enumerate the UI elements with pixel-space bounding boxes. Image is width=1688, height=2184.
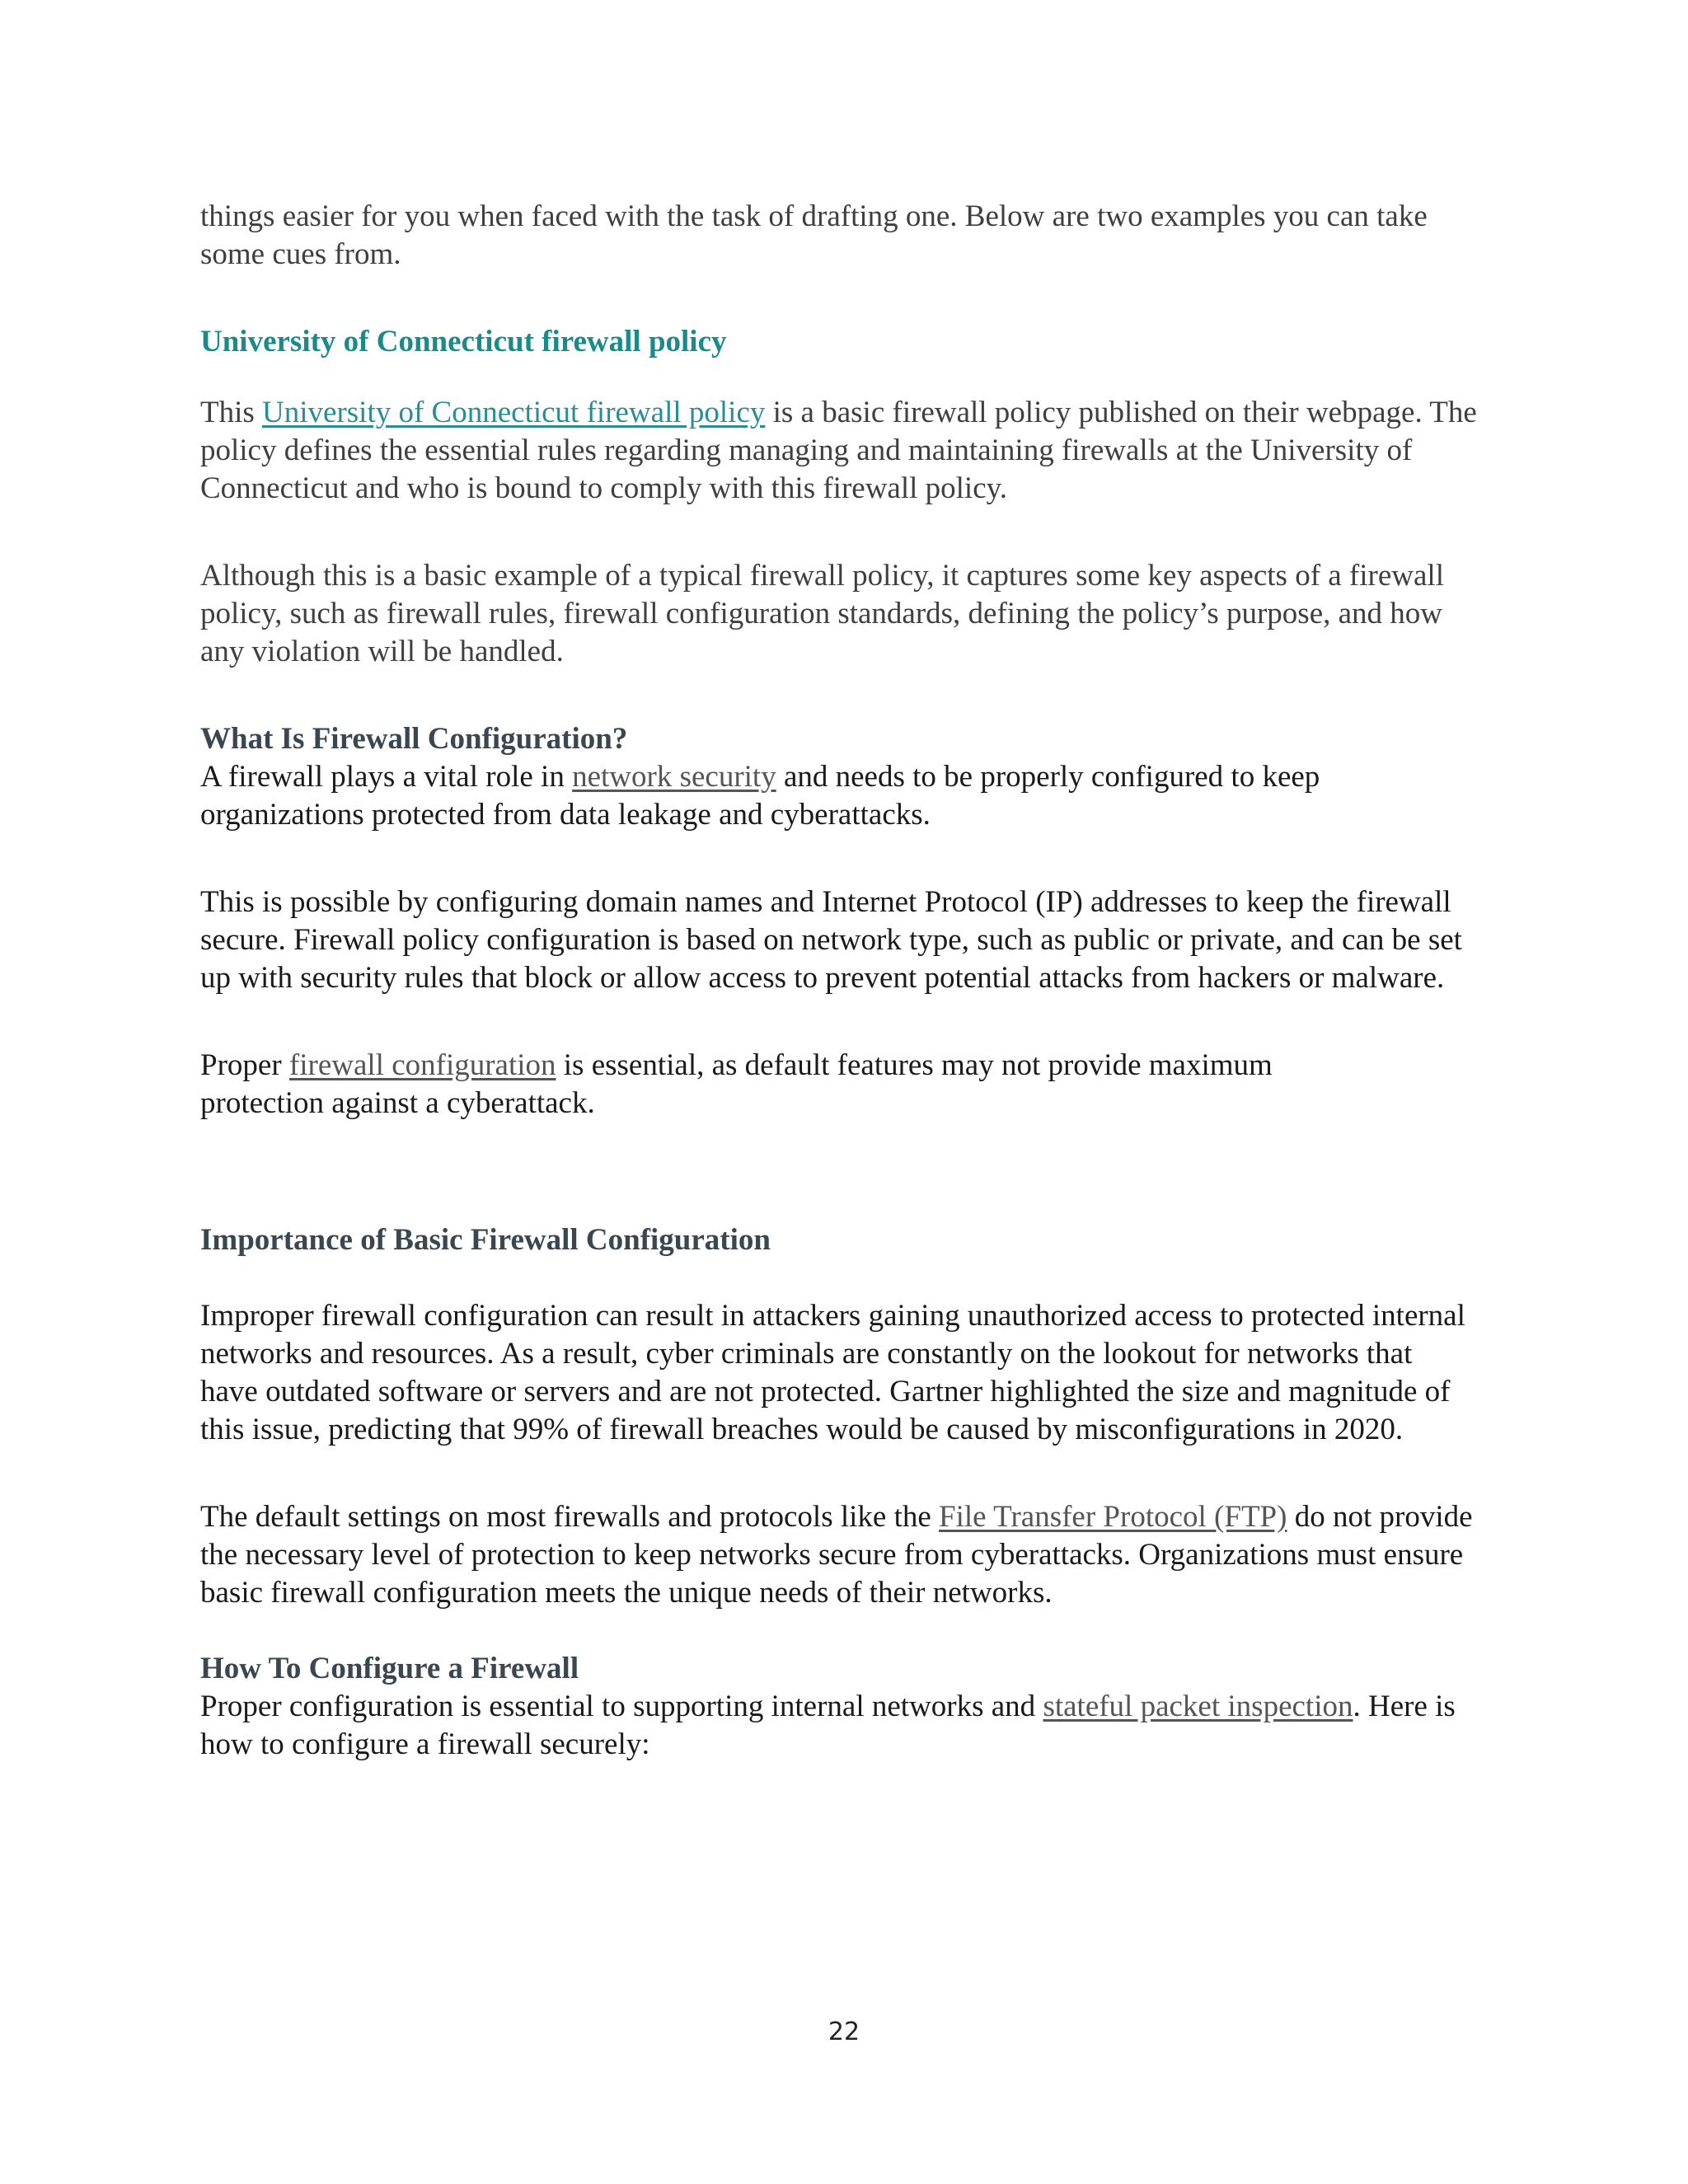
importance-paragraph-2 xyxy=(200,1498,1486,1612)
what-is-paragraph-1 xyxy=(200,758,1453,834)
what-is-paragraph-2: This is possible by configuring domain names and Internet Protocol (IP) addresses to keep the firewall secure. Firewall policy configuration is based on network type, such as public or private, and can be set up with security rules that block or allow access to prevent potential attacks from hackers or malware. xyxy=(200,885,1462,995)
what-is-heading: What Is Firewall Configuration? xyxy=(200,722,628,756)
uconn-p1-text-cont: is a basic firewall policy published on their webpage. The policy defines the essential rules regarding managing and maintaining firewalls at the University of Connecticut and who is bound to comply with this firewall policy. xyxy=(200,396,1477,505)
what-is-p1-text: A firewall plays a vital role in xyxy=(200,760,573,794)
ftp-link[interactable]: File Transfer Protocol (FTP) xyxy=(939,1500,1287,1534)
document-page xyxy=(200,198,1486,1764)
importance-heading: Importance of Basic Firewall Configuration xyxy=(200,1223,771,1257)
intro-paragraph: things easier for you when faced with the task of drafting one. Below are two examples you can take some cues from. xyxy=(200,199,1428,271)
uconn-paragraph-1 xyxy=(200,394,1486,508)
uconn-paragraph-2: Although this is a basic example of a typical firewall policy, it captures some key aspects of a firewall policy, such as firewall rules, firewall configuration standards, defining the policy’s purpose, and how any violation will be handled. xyxy=(200,559,1444,668)
how-to-paragraph-1 xyxy=(200,1688,1486,1764)
firewall-configuration-link[interactable]: firewall configuration xyxy=(288,1048,556,1082)
what-is-p3-text-cont: is essential, as default features may not provide maximum protection against a cyberattack. xyxy=(200,1048,1273,1120)
importance-paragraph-1: Improper firewall configuration can result in attackers gaining unauthorized access to protected internal networks and resources. As a result, cyber criminals are constantly on the lookout for networks that have outdated software or servers and are not protected. Gartner highlighted the size and magnitude of this issue, predicting that 99% of firewall breaches would be caused by misconfigurations in 2020. xyxy=(200,1299,1465,1446)
stateful-packet-inspection-link[interactable]: stateful packet inspection xyxy=(1043,1690,1353,1723)
uconn-policy-link[interactable]: University of Connecticut firewall policy xyxy=(262,396,766,429)
what-is-paragraph-3 xyxy=(200,1047,1387,1122)
uconn-p1-text: This xyxy=(200,396,263,429)
how-to-heading: How To Configure a Firewall xyxy=(200,1652,579,1685)
what-is-p3-text: Proper xyxy=(200,1048,289,1082)
uconn-heading: University of Connecticut firewall policy xyxy=(200,325,727,359)
network-security-link[interactable]: network security xyxy=(572,760,776,794)
importance-p2-text: The default settings on most firewalls and protocols like the xyxy=(200,1500,940,1534)
how-to-p1-text: Proper configuration is essential to supporting internal networks and xyxy=(200,1690,1043,1723)
how-to-p1-text-cont: . Here is how to configure a firewall securely: xyxy=(200,1690,1456,1761)
importance-p2-text-cont: do not provide the necessary level of protection to keep networks secure from cyberattacks. Organizations must ensure basic firewall configuration meets the unique needs of their networks. xyxy=(200,1500,1473,1610)
page-number: 22 xyxy=(828,2018,860,2046)
what-is-p1-text-cont: and needs to be properly configured to keep organizations protected from data leakage and cyberattacks. xyxy=(200,760,1320,832)
